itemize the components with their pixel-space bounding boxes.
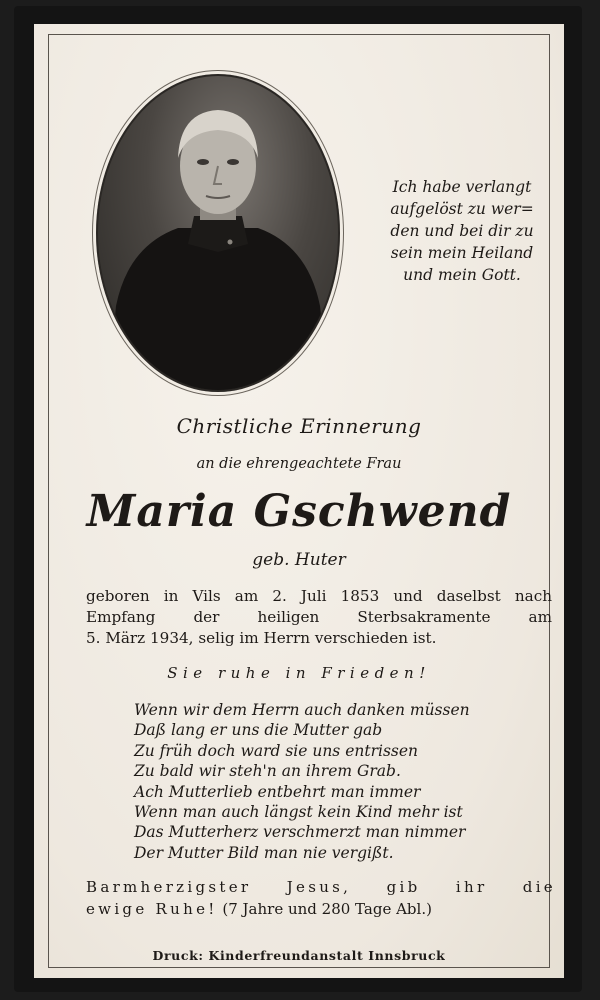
- bio-line: Empfang der heiligen Sterbsakramente am: [86, 608, 552, 626]
- side-verse-line: Ich habe verlangt: [392, 178, 532, 196]
- side-verse-line: sein mein Heiland: [390, 244, 534, 262]
- poem-line: Ach Mutterlieb entbehrt man immer: [134, 782, 421, 801]
- indulgence-note: (7 Jahre und 280 Tage Abl.): [222, 900, 432, 918]
- side-verse-line: aufgelöst zu wer=: [390, 200, 534, 218]
- side-verse-line: und mein Gott.: [403, 266, 521, 284]
- mercy-line-2: [86, 898, 556, 920]
- side-verse: [372, 176, 552, 286]
- maiden-name: geb. Huter: [252, 550, 346, 570]
- bio-line: geboren in Vils am 2. Juli 1853 und daselbst nach: [86, 587, 552, 605]
- poem-line: Wenn wir dem Herrn auch danken müssen: [134, 701, 470, 719]
- poem-line: Daß lang er uns die Mutter gab: [134, 721, 383, 740]
- deceased-name: Maria Gschwend: [86, 486, 512, 537]
- mercy-prayer: [86, 876, 556, 920]
- poem-line: Zu bald wir steh'n an ihrem Grab.: [134, 762, 401, 781]
- poem-line: Der Mutter Bild man nie vergißt.: [134, 843, 394, 862]
- memorial-card: [14, 6, 582, 992]
- card-heading: Christliche Erinnerung: [176, 414, 422, 438]
- side-verse-line: den und bei dir zu: [390, 222, 534, 240]
- memorial-poem: [134, 700, 554, 863]
- poem-line: Wenn man auch längst kein Kind mehr ist: [134, 803, 463, 822]
- rest-in-peace: Sie ruhe in Frieden!: [167, 664, 431, 682]
- card-subheading: an die ehrengeachtete Frau: [196, 456, 402, 472]
- poem-line: Das Mutterherz verschmerzt man nimmer: [134, 823, 466, 842]
- card-paper: [34, 24, 564, 978]
- portrait-photo: [96, 74, 340, 392]
- portrait-figure: [98, 76, 338, 390]
- mercy-line: Barmherzigster Jesus, gib ihr die: [86, 878, 556, 896]
- printer-credit: Druck: Kinderfreundanstalt Innsbruck: [152, 948, 446, 963]
- biography: [86, 586, 552, 649]
- mercy-prayer-text: ewige Ruhe!: [86, 900, 218, 918]
- bio-line: 5. März 1934, selig im Herrn verschieden ist.: [86, 629, 437, 647]
- poem-line: Zu früh doch ward sie uns entrissen: [134, 741, 419, 760]
